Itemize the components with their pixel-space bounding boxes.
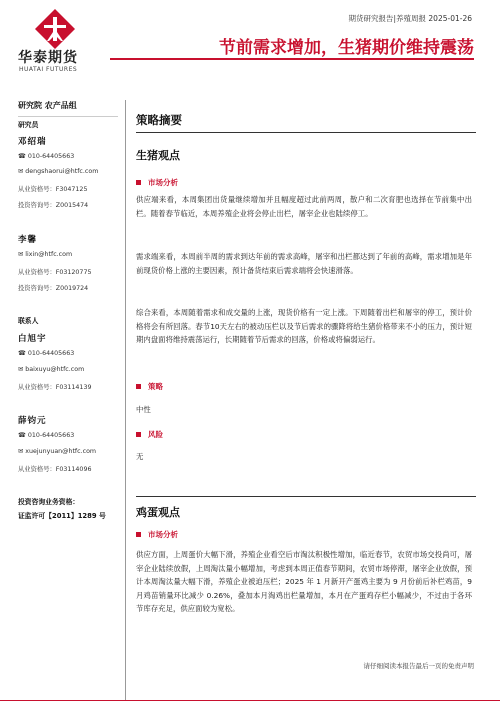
phone-icon: ☎ <box>18 432 28 439</box>
email-icon: ✉ <box>18 448 26 455</box>
pig-strategy-heading: 策略 <box>136 381 163 392</box>
pig-paragraph-demand: 需求端来看，本周前半周的需求到达年前的需求高峰，屠宰和出栏都达到了年前的高峰，需求增加是年前现货价格上涨的主要因素，预计备货结束后需求端将会快速滑落。 <box>136 252 472 275</box>
contact-cert: 从业资格号：F03114139 <box>18 384 92 391</box>
disclaimer-note: 请仔细阅读本报告最后一页的免责声明 <box>363 662 474 670</box>
huatai-logo-icon <box>34 8 76 50</box>
summary-title: 策略摘要 <box>136 113 182 127</box>
report-title: 节前需求增加，生猪期价维持震荡 <box>219 38 474 58</box>
contact-name: 白旭宇 <box>18 334 47 344</box>
email-icon: ✉ <box>18 366 26 373</box>
contact-cert: 从业资格号：F03114096 <box>18 466 92 473</box>
contact-phone: ☎ 010-64405663 <box>18 350 75 357</box>
square-bullet-icon <box>136 180 141 185</box>
department: 研究院 农产品组 <box>18 101 77 110</box>
footer-rule <box>0 700 500 701</box>
contact-email[interactable]: ✉ xuejunyuan@htfc.com <box>18 448 97 455</box>
report-header <box>0 0 500 92</box>
pig-market-heading: 市场分析 <box>136 177 178 188</box>
pig-section-title: 生猪观点 <box>136 149 180 162</box>
square-bullet-icon <box>136 532 141 537</box>
analyst-email[interactable]: ✉ dengshaorui@htfc.com <box>18 168 99 175</box>
analyst-cert: 从业资格号：F3047125 <box>18 186 88 193</box>
egg-market-heading: 市场分析 <box>136 529 178 540</box>
pig-paragraph-summary: 综合来看，本周随着需求和成交量的上涨，现货价格有一定上涨。下周随着出栏和屠宰的停工，预计价格将会有所回落。春节10天左右的被动压栏以及节后需求的骤降将给生猪价格带来不小的压力，预计短期内盘面将维持震荡运行，长期随着节后需求的回落，价格或将偏弱运行。 <box>136 308 472 345</box>
analyst-invest: 投资咨询号：Z0015474 <box>18 202 89 209</box>
email-icon: ✉ <box>18 168 26 175</box>
phone-icon: ☎ <box>18 350 28 357</box>
egg-section-title: 鸡蛋观点 <box>136 506 180 519</box>
company-name-cn: 华泰期货 <box>18 50 78 66</box>
pig-risk-heading: 风险 <box>136 429 163 440</box>
license-title: 投资咨询业务资格： <box>18 498 80 506</box>
analyst-invest: 投资咨询号：Z0019724 <box>18 285 89 292</box>
header-divider <box>110 58 474 60</box>
contact-name: 薛钧元 <box>18 416 47 426</box>
contact-phone: ☎ 010-64405663 <box>18 432 75 439</box>
analyst-name: 李馨 <box>18 235 38 245</box>
analyst-phone: ☎ 010-64405663 <box>18 153 75 160</box>
sidebar <box>0 92 125 707</box>
egg-paragraph: 供应方面，上周蛋价大幅下滑，养殖企业看空后市淘汰积极性增加，临近春节，农贸市场交投尚可，屠宰企业陆续放假，上周淘汰量小幅增加，考虑到本周正值春节期间，农贸市场停滞，屠宰企业放假，预计本周淘汰量大幅下滑，养殖企业被迫压栏；2025 年 1 月新开产蛋鸡主要为 9 月份前后补栏鸡苗，9 月鸡苗销量环比减少 0.26%，叠加本月淘鸡出栏量增加，本月在产蛋鸡存栏小幅减少，不过由于各环节库存充足，供应面较为宽松。 <box>136 550 472 614</box>
license-number: 证监许可【2011】1289 号 <box>18 512 106 520</box>
contact-label: 联系人 <box>18 317 39 325</box>
pig-strategy-text: 中性 <box>136 405 151 414</box>
square-bullet-icon <box>136 384 141 389</box>
company-name-en: HUATAI FUTURES <box>19 66 78 73</box>
researcher-label: 研究员 <box>18 121 39 129</box>
analyst-name: 邓绍瑞 <box>18 137 47 147</box>
square-bullet-icon <box>136 432 141 437</box>
pig-risk-text: 无 <box>136 452 144 461</box>
report-meta: 期货研究报告|养殖周报 2025-01-26 <box>348 14 472 23</box>
contact-email[interactable]: ✉ baixuyu@htfc.com <box>18 366 85 373</box>
pig-paragraph-supply: 供应端来看，本周集团出货量继续增加并且幅度超过此前两周，散户和二次育肥也选择在节前集中出栏。随着春节临近，本周养殖企业将会停止出栏，屠宰企业也陆续停工。 <box>136 195 472 218</box>
phone-icon: ☎ <box>18 153 28 160</box>
analyst-email[interactable]: ✉ lixin@htfc.com <box>18 251 73 258</box>
analyst-cert: 从业资格号：F03120775 <box>18 269 92 276</box>
sidebar-divider <box>18 116 118 117</box>
egg-rule <box>136 496 476 497</box>
summary-rule <box>136 132 476 133</box>
email-icon: ✉ <box>18 251 26 258</box>
column-divider <box>125 100 126 700</box>
